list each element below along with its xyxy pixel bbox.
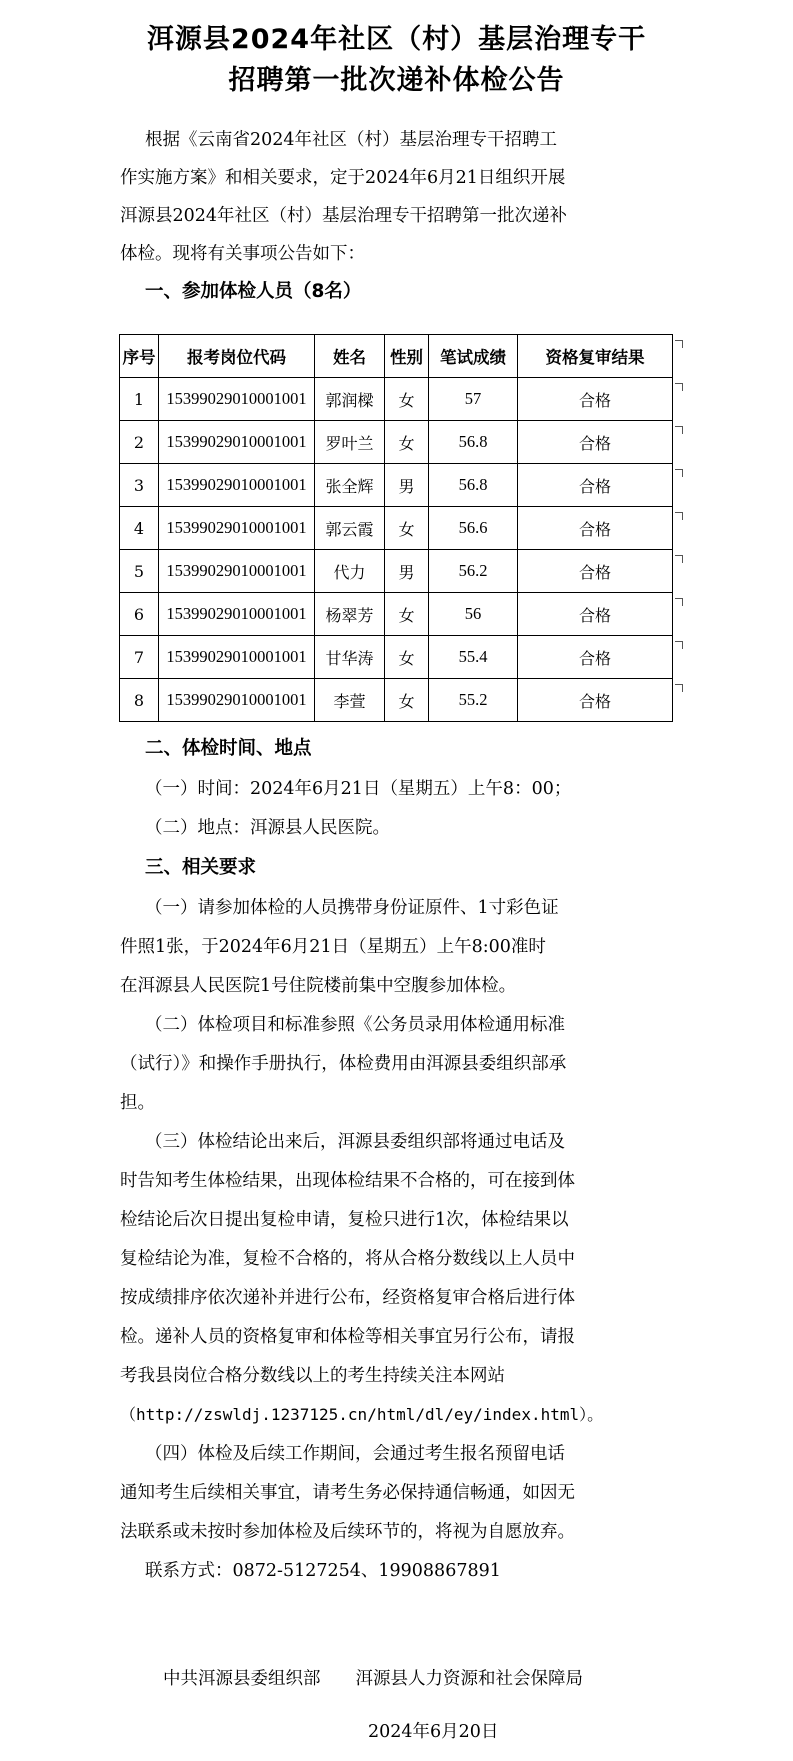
- exam-score: 56.2: [429, 550, 518, 593]
- participants-table: [119, 334, 673, 722]
- position-code: 15399029010001001: [159, 550, 315, 593]
- row-end-mark: [675, 598, 683, 606]
- row-number: 1: [120, 378, 159, 421]
- candidate-gender: 男: [385, 550, 429, 593]
- column-header: 报考岗位代码: [159, 335, 315, 378]
- exam-score: 56.8: [429, 421, 518, 464]
- review-result: 合格: [518, 593, 673, 636]
- exam-score: 56: [429, 593, 518, 636]
- candidate-gender: 女: [385, 378, 429, 421]
- row-number: 2: [120, 421, 159, 464]
- row-end-mark: [675, 426, 683, 434]
- issue-date: 2024年6月20日: [368, 1722, 499, 1742]
- title-line-2: 招聘第一批次递补体检公告: [228, 65, 565, 96]
- section-heading-requirements: 三、相关要求: [145, 857, 257, 878]
- position-code: 15399029010001001: [159, 679, 315, 722]
- exam-score: 56.6: [429, 507, 518, 550]
- table-row: [120, 378, 673, 421]
- intro-line: 作实施方案》和相关要求，定于2024年6月21日组织开展: [120, 168, 566, 188]
- review-result: 合格: [518, 507, 673, 550]
- table-row: [120, 507, 673, 550]
- requirement-line: 按成绩排序依次递补并进行公布，经资格复审合格后进行体: [120, 1288, 575, 1308]
- requirement-line: 考我县岗位合格分数线以上的考生持续关注本网站: [120, 1366, 505, 1386]
- row-number: 4: [120, 507, 159, 550]
- row-number: 8: [120, 679, 159, 722]
- candidate-gender: 女: [385, 507, 429, 550]
- row-number: 3: [120, 464, 159, 507]
- position-code: 15399029010001001: [159, 636, 315, 679]
- position-code: 15399029010001001: [159, 421, 315, 464]
- requirement-line: （三）体检结论出来后，洱源县委组织部将通过电话及: [145, 1132, 565, 1152]
- review-result: 合格: [518, 464, 673, 507]
- table-row: [120, 550, 673, 593]
- position-code: 15399029010001001: [159, 507, 315, 550]
- title-line-1: 洱源县2024年社区（村）基层治理专干: [146, 24, 647, 55]
- candidate-name: 李萱: [315, 679, 385, 722]
- section-heading-time-place: 二、体检时间、地点: [145, 738, 312, 759]
- section-heading-participants: 一、参加体检人员（8名）: [145, 281, 362, 302]
- requirement-line: 检。递补人员的资格复审和体检等相关事宜另行公布，请报: [120, 1327, 575, 1347]
- review-result: 合格: [518, 636, 673, 679]
- row-end-mark: [675, 469, 683, 477]
- table-row: [120, 464, 673, 507]
- requirement-line: （四）体检及后续工作期间，会通过考生报名预留电话: [145, 1444, 565, 1464]
- requirement-line: 复检结论为准，复检不合格的，将从合格分数线以上人员中: [120, 1249, 575, 1269]
- table-row: [120, 636, 673, 679]
- position-code: 15399029010001001: [159, 378, 315, 421]
- candidate-gender: 女: [385, 421, 429, 464]
- row-number: 5: [120, 550, 159, 593]
- candidate-name: 郭润樑: [315, 378, 385, 421]
- position-code: 15399029010001001: [159, 593, 315, 636]
- requirement-line: 件照1张，于2024年6月21日（星期五）上午8:00准时: [120, 937, 546, 957]
- table-header-row: [120, 335, 673, 378]
- exam-score: 55.2: [429, 679, 518, 722]
- intro-line: 根据《云南省2024年社区（村）基层治理专干招聘工: [145, 130, 558, 150]
- exam-time: （一）时间：2024年6月21日（星期五）上午8：00；: [145, 779, 572, 799]
- table-row: [120, 593, 673, 636]
- position-code: 15399029010001001: [159, 464, 315, 507]
- contact-info: 联系方式：0872-5127254、19908867891: [145, 1561, 501, 1581]
- intro-line: 体检。现将有关事项公告如下：: [120, 244, 365, 264]
- requirement-line: 通知考生后续相关事宜，请考生务必保持通信畅通，如因无: [120, 1483, 575, 1503]
- column-header: 资格复审结果: [518, 335, 673, 378]
- candidate-name: 罗叶兰: [315, 421, 385, 464]
- review-result: 合格: [518, 550, 673, 593]
- requirement-line: （试行）》和操作手册执行，体检费用由洱源县委组织部承: [120, 1054, 567, 1074]
- candidate-gender: 男: [385, 464, 429, 507]
- requirement-line: 担。: [120, 1093, 155, 1113]
- review-result: 合格: [518, 421, 673, 464]
- review-result: 合格: [518, 378, 673, 421]
- requirement-line: （二）体检项目和标准参照《公务员录用体检通用标准: [145, 1015, 565, 1035]
- row-number: 7: [120, 636, 159, 679]
- candidate-name: 甘华涛: [315, 636, 385, 679]
- row-end-mark: [675, 512, 683, 520]
- exam-score: 55.4: [429, 636, 518, 679]
- review-result: 合格: [518, 679, 673, 722]
- candidate-name: 张全辉: [315, 464, 385, 507]
- candidate-gender: 女: [385, 593, 429, 636]
- exam-score: 56.8: [429, 464, 518, 507]
- requirement-line: 检结论后次日提出复检申请，复检只进行1次，体检结果以: [120, 1210, 569, 1230]
- exam-place: （二）地点：洱源县人民医院。: [145, 818, 390, 838]
- row-end-mark: [675, 684, 683, 692]
- column-header: 性别: [385, 335, 429, 378]
- table-row: [120, 679, 673, 722]
- table-row: [120, 421, 673, 464]
- column-header: 笔试成绩: [429, 335, 518, 378]
- requirement-line: 时告知考生体检结果，出现体检结果不合格的，可在接到体: [120, 1171, 575, 1191]
- requirement-line: 在洱源县人民医院1号住院楼前集中空腹参加体检。: [120, 976, 517, 996]
- column-header: 序号: [120, 335, 159, 378]
- row-end-mark: [675, 383, 683, 391]
- exam-score: 57: [429, 378, 518, 421]
- issuing-organizations: 中共洱源县委组织部 洱源县人力资源和社会保障局: [163, 1669, 583, 1689]
- row-end-mark: [675, 340, 683, 348]
- candidate-name: 杨翠芳: [315, 593, 385, 636]
- row-end-mark: [675, 555, 683, 563]
- column-header: 姓名: [315, 335, 385, 378]
- candidate-gender: 女: [385, 679, 429, 722]
- candidate-name: 代力: [315, 550, 385, 593]
- website-link[interactable]: （http://zswldj.1237125.cn/html/dl/ey/index.html）。: [120, 1405, 604, 1424]
- requirement-line: （一）请参加体检的人员携带身份证原件、1寸彩色证: [145, 898, 559, 918]
- candidate-gender: 女: [385, 636, 429, 679]
- row-number: 6: [120, 593, 159, 636]
- requirement-line: 法联系或未按时参加体检及后续环节的，将视为自愿放弃。: [120, 1522, 575, 1542]
- candidate-name: 郭云霞: [315, 507, 385, 550]
- intro-line: 洱源县2024年社区（村）基层治理专干招聘第一批次递补: [120, 206, 568, 226]
- row-end-mark: [675, 641, 683, 649]
